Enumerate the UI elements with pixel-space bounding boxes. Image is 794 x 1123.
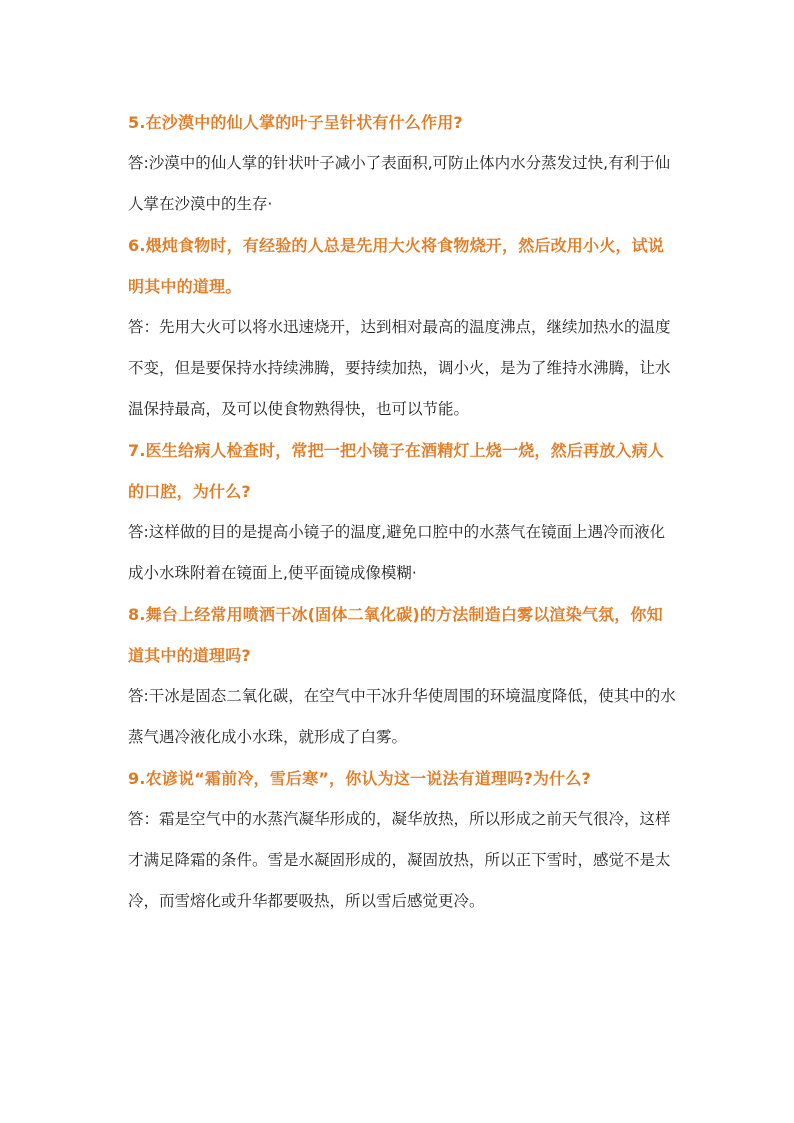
- answer-8: 答:干冰是固态二氧化碳，在空气中干冰升华使周围的环境温度降低，使其中的水蒸气遇冷液化成小水珠，就形成了白雾。: [128, 687, 676, 746]
- question-7: 7.医生给病人检查时，常把一把小镜子在酒精灯上烧一烧，然后再放入病人的口腔，为什么?: [128, 441, 665, 501]
- question-9: 9.农谚说“霜前冷，雪后寒”，你认为这一说法有道理吗?为什么?: [128, 769, 592, 788]
- answer-5: 答:沙漠中的仙人掌的针状叶子减小了表面积,可防止体内水分蒸发过快,有利于仙人掌在沙漠中的生存·: [128, 154, 671, 213]
- question-8: 8.舞台上经常用喷洒干冰(固体二氧化碳)的方法制造白雾以渲染气氛，你知道其中的道理吗?: [128, 605, 663, 665]
- question-6: 6.煨炖食物时，有经验的人总是先用大火将食物烧开，然后改用小火，试说明其中的道理。: [128, 236, 665, 296]
- qa-item-5: [128, 102, 676, 225]
- qa-item-6: [128, 225, 676, 430]
- qa-item-9: [128, 758, 676, 922]
- question-5: 5.在沙漠中的仙人掌的叶子呈针状有什么作用?: [128, 113, 463, 132]
- qa-item-7: [128, 430, 676, 594]
- qa-list: [128, 102, 676, 922]
- answer-9: 答：霜是空气中的水蒸汽凝华形成的，凝华放热，所以形成之前天气很冷，这样才满足降霜的条件。雪是水凝固形成的，凝固放热，所以正下雪时，感觉不是太冷，而雪熔化或升华都要吸热，所以雪后感觉更冷。: [128, 810, 671, 910]
- answer-7: 答:这样做的目的是提高小镜子的温度,避免口腔中的水蒸气在镜面上遇冷而液化成小水珠附着在镜面上,使平面镜成像模糊·: [128, 523, 666, 582]
- qa-item-8: [128, 594, 676, 758]
- answer-6: 答：先用大火可以将水迅速烧开，达到相对最高的温度沸点，继续加热水的温度不变，但是要保持水持续沸腾，要持续加热，调小火，是为了维持水沸腾，让水温保持最高，及可以使食物熟得快，也可以节能。: [128, 318, 671, 418]
